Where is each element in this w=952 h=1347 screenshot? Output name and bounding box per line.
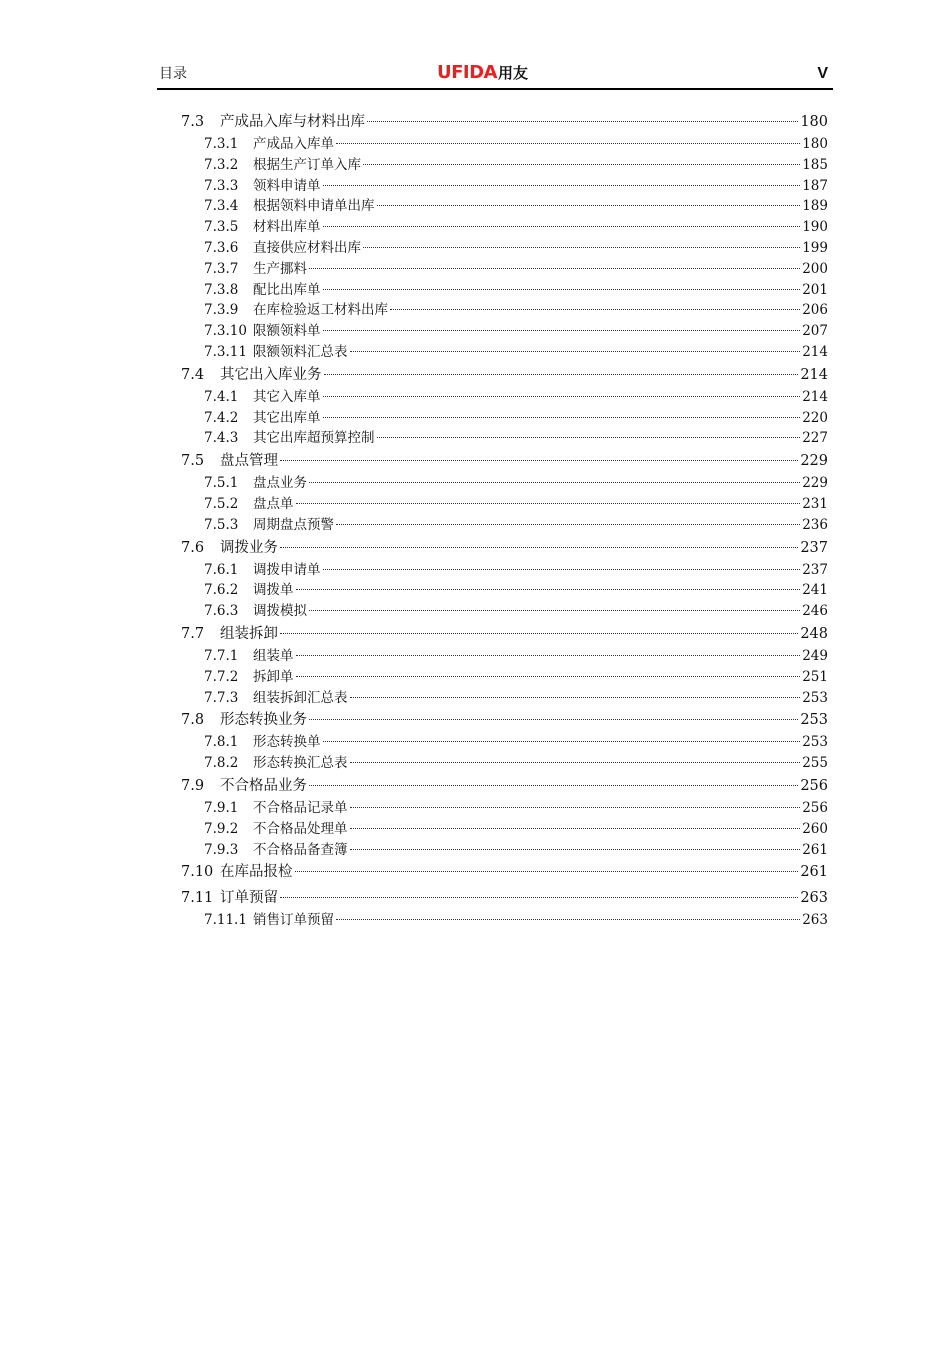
toc-entry-title: 材料出库单	[253, 219, 321, 236]
toc-entry-title: 其它出库单	[253, 409, 321, 426]
toc-dot-leader	[363, 164, 800, 165]
toc-entry-title: 限额领料单	[253, 323, 321, 340]
toc-dot-leader	[323, 330, 801, 331]
toc-entry-number: 7.3.10	[204, 323, 247, 340]
toc-dot-leader	[324, 374, 799, 375]
toc-subsection-entry[interactable]	[181, 798, 828, 819]
toc-entry-page: 261	[800, 864, 828, 881]
toc-subsection-entry[interactable]	[181, 601, 828, 622]
toc-dot-leader	[309, 719, 798, 720]
toc-dot-leader	[367, 121, 798, 122]
toc-section-entry[interactable]	[181, 886, 828, 910]
toc-entry-title: 根据生产订单入库	[253, 156, 361, 173]
toc-entry-title: 形态转换汇总表	[253, 755, 348, 772]
toc-entry-number: 7.3.9	[204, 302, 239, 319]
toc-entry-title: 在库检验返工材料出库	[253, 302, 388, 319]
toc-entry-number: 7.9.2	[204, 820, 239, 837]
toc-entry-title: 调拨模拟	[253, 603, 307, 620]
toc-dot-leader	[280, 897, 798, 898]
toc-entry-title: 调拨申请单	[253, 561, 321, 578]
toc-entry-number: 7.11.1	[204, 912, 247, 929]
toc-section-entry[interactable]	[181, 363, 828, 387]
toc-dot-leader	[350, 849, 801, 850]
toc-dot-leader	[363, 247, 800, 248]
toc-entry-title: 拆卸单	[253, 668, 294, 685]
toc-entry-number: 7.3.7	[204, 260, 239, 277]
toc-dot-leader	[336, 524, 800, 525]
toc-entry-title: 调拨单	[253, 582, 294, 599]
logo-brand-text: UFIDA	[437, 62, 497, 83]
toc-section-entry[interactable]	[181, 536, 828, 560]
toc-entry-page: 229	[800, 453, 828, 470]
toc-entry-page: 263	[800, 890, 828, 907]
toc-subsection-entry[interactable]	[181, 300, 828, 321]
toc-dot-leader	[296, 655, 801, 656]
toc-dot-leader	[323, 569, 801, 570]
toc-entry-page: 253	[802, 689, 828, 706]
toc-dot-leader	[377, 205, 801, 206]
header-page-number: V	[817, 65, 828, 82]
toc-dot-leader	[336, 919, 800, 920]
toc-dot-leader	[309, 482, 800, 483]
page-header	[157, 60, 833, 90]
toc-section-entry[interactable]	[181, 708, 828, 732]
toc-entry-title: 形态转换业务	[220, 712, 307, 729]
toc-dot-leader	[350, 828, 801, 829]
toc-subsection-entry[interactable]	[181, 819, 828, 840]
toc-entry-title: 直接供应材料出库	[253, 239, 361, 256]
toc-entry-title: 在库品报检	[220, 864, 293, 881]
toc-entry-number: 7.4.2	[204, 409, 239, 426]
toc-entry-number: 7.9.1	[204, 799, 239, 816]
toc-entry-number: 7.8.2	[204, 755, 239, 772]
toc-section-entry[interactable]	[181, 860, 828, 884]
toc-entry-title: 不合格品记录单	[253, 799, 348, 816]
toc-entry-page: 261	[802, 841, 828, 858]
toc-dot-leader	[280, 633, 798, 634]
toc-entry-page: 255	[802, 755, 828, 772]
toc-entry-page: 214	[802, 388, 828, 405]
toc-entry-page: 199	[802, 239, 828, 256]
toc-entry-number: 7.6	[181, 539, 205, 556]
toc-entry-title: 不合格品处理单	[253, 820, 348, 837]
toc-section-entry[interactable]	[181, 774, 828, 798]
toc-subsection-entry[interactable]	[181, 473, 828, 494]
toc-dot-leader	[309, 785, 798, 786]
toc-dot-leader	[350, 351, 801, 352]
toc-entry-page: 249	[802, 647, 828, 664]
toc-entry-title: 其它入库单	[253, 388, 321, 405]
toc-dot-leader	[390, 309, 800, 310]
toc-entry-number: 7.10	[181, 864, 214, 881]
toc-entry-page: 253	[802, 734, 828, 751]
toc-subsection-entry[interactable]	[181, 280, 828, 301]
logo-chinese-text: 用友	[497, 64, 528, 82]
toc-entry-number: 7.6.3	[204, 603, 239, 620]
toc-entry-number: 7.6.1	[204, 561, 239, 578]
toc-subsection-entry[interactable]	[181, 408, 828, 429]
toc-entry-number: 7.8.1	[204, 734, 239, 751]
toc-subsection-entry[interactable]	[181, 217, 828, 238]
toc-subsection-entry[interactable]	[181, 560, 828, 581]
toc-entry-number: 7.5.3	[204, 516, 239, 533]
toc-entry-page: 220	[802, 409, 828, 426]
toc-entry-number: 7.7.2	[204, 668, 239, 685]
toc-entry-number: 7.8	[181, 712, 205, 729]
toc-subsection-entry[interactable]	[181, 753, 828, 774]
toc-entry-page: 229	[802, 475, 828, 492]
toc-subsection-entry[interactable]	[181, 176, 828, 197]
toc-entry-page: 201	[802, 281, 828, 298]
toc-subsection-entry[interactable]	[181, 134, 828, 155]
toc-dot-leader	[280, 547, 798, 548]
toc-entry-title: 配比出库单	[253, 281, 321, 298]
toc-entry-page: 263	[802, 912, 828, 929]
toc-entry-title: 组装单	[253, 647, 294, 664]
toc-entry-number: 7.4	[181, 366, 205, 383]
toc-dot-leader	[377, 437, 801, 438]
toc-entry-page: 248	[800, 625, 828, 642]
toc-entry-number: 7.3.3	[204, 177, 239, 194]
toc-entry-title: 盘点业务	[253, 475, 307, 492]
toc-dot-leader	[323, 741, 801, 742]
toc-entry-page: 231	[802, 495, 828, 512]
toc-entry-page: 237	[800, 539, 828, 556]
toc-dot-leader	[323, 289, 801, 290]
toc-dot-leader	[295, 871, 799, 872]
toc-entry-title: 不合格品业务	[220, 777, 307, 794]
toc-entry-page: 189	[802, 198, 828, 215]
toc-entry-title: 订单预留	[220, 890, 278, 907]
toc-entry-number: 7.4.1	[204, 388, 239, 405]
toc-entry-page: 253	[800, 712, 828, 729]
toc-section-entry[interactable]	[181, 622, 828, 646]
toc-entry-page: 251	[802, 668, 828, 685]
toc-entry-title: 其它出库超预算控制	[253, 430, 375, 447]
toc-entry-title: 产成品入库与材料出库	[220, 114, 365, 130]
toc-dot-leader	[323, 185, 801, 186]
toc-subsection-entry[interactable]	[181, 840, 828, 861]
toc-entry-page: 185	[802, 156, 828, 173]
toc-section-entry[interactable]	[181, 110, 828, 134]
toc-entry-title: 其它出入库业务	[220, 366, 322, 383]
toc-entry-number: 7.3.8	[204, 281, 239, 298]
toc-entry-title: 形态转换单	[253, 734, 321, 751]
toc-dot-leader	[323, 226, 801, 227]
toc-entry-page: 256	[802, 799, 828, 816]
toc-entry-page: 241	[802, 582, 828, 599]
table-of-contents	[181, 110, 828, 931]
toc-dot-leader	[350, 697, 801, 698]
toc-entry-title: 销售订单预留	[253, 912, 334, 929]
toc-subsection-entry[interactable]	[181, 259, 828, 280]
toc-entry-title: 限额领料汇总表	[253, 343, 348, 360]
toc-entry-title: 根据领料申请单出库	[253, 198, 375, 215]
toc-entry-number: 7.4.3	[204, 430, 239, 447]
toc-entry-title: 周期盘点预警	[253, 516, 334, 533]
toc-entry-page: 227	[802, 430, 828, 447]
toc-entry-number: 7.7.3	[204, 689, 239, 706]
toc-entry-page: 187	[802, 177, 828, 194]
toc-entry-number: 7.3.11	[204, 343, 247, 360]
toc-subsection-entry[interactable]	[181, 732, 828, 753]
toc-dot-leader	[336, 143, 800, 144]
toc-entry-number: 7.3.2	[204, 156, 239, 173]
toc-entry-title: 盘点单	[253, 495, 294, 512]
toc-entry-number: 7.5	[181, 453, 205, 470]
toc-entry-number: 7.5.2	[204, 495, 239, 512]
toc-subsection-entry[interactable]	[181, 196, 828, 217]
toc-entry-number: 7.9	[181, 777, 205, 794]
toc-dot-leader	[323, 396, 801, 397]
toc-entry-title: 生产挪料	[253, 260, 307, 277]
toc-subsection-entry[interactable]	[181, 910, 828, 931]
toc-entry-number: 7.11	[181, 890, 214, 907]
toc-section-entry[interactable]	[181, 449, 828, 473]
toc-subsection-entry[interactable]	[181, 580, 828, 601]
toc-subsection-entry[interactable]	[181, 646, 828, 667]
toc-entry-page: 236	[802, 516, 828, 533]
toc-entry-title: 组装拆卸汇总表	[253, 689, 348, 706]
toc-subsection-entry[interactable]	[181, 428, 828, 449]
toc-entry-page: 180	[800, 114, 828, 130]
toc-subsection-entry[interactable]	[181, 688, 828, 709]
toc-dot-leader	[309, 610, 800, 611]
toc-entry-number: 7.9.3	[204, 841, 239, 858]
toc-dot-leader	[280, 460, 798, 461]
toc-entry-title: 组装拆卸	[220, 625, 278, 642]
toc-entry-page: 260	[802, 820, 828, 837]
toc-entry-number: 7.5.1	[204, 475, 239, 492]
toc-dot-leader	[296, 503, 801, 504]
toc-entry-page: 200	[802, 260, 828, 277]
toc-dot-leader	[350, 807, 801, 808]
toc-entry-page: 214	[800, 366, 828, 383]
toc-entry-number: 7.7	[181, 625, 205, 642]
toc-entry-number: 7.3.5	[204, 219, 239, 236]
toc-subsection-entry[interactable]	[181, 494, 828, 515]
toc-subsection-entry[interactable]	[181, 342, 828, 363]
toc-entry-title: 领料申请单	[253, 177, 321, 194]
toc-entry-page: 256	[800, 777, 828, 794]
toc-entry-number: 7.3.6	[204, 239, 239, 256]
toc-entry-page: 206	[802, 302, 828, 319]
toc-entry-number: 7.3.4	[204, 198, 239, 215]
toc-dot-leader	[350, 762, 801, 763]
toc-subsection-entry[interactable]	[181, 238, 828, 259]
toc-entry-page: 214	[802, 343, 828, 360]
toc-subsection-entry[interactable]	[181, 667, 828, 688]
toc-subsection-entry[interactable]	[181, 321, 828, 342]
toc-dot-leader	[323, 417, 801, 418]
toc-entry-page: 190	[802, 219, 828, 236]
toc-dot-leader	[296, 676, 801, 677]
toc-entry-title: 不合格品备查簿	[253, 841, 348, 858]
toc-entry-number: 7.7.1	[204, 647, 239, 664]
toc-entry-page: 246	[802, 603, 828, 620]
toc-entry-page: 207	[802, 323, 828, 340]
toc-subsection-entry[interactable]	[181, 387, 828, 408]
toc-entry-page: 180	[802, 136, 828, 152]
header-section-title: 目录	[159, 66, 187, 82]
toc-entry-title: 产成品入库单	[253, 136, 334, 152]
toc-entry-title: 盘点管理	[220, 453, 278, 470]
ufida-logo	[437, 62, 528, 83]
toc-dot-leader	[309, 268, 800, 269]
toc-subsection-entry[interactable]	[181, 155, 828, 176]
toc-entry-number: 7.6.2	[204, 582, 239, 599]
toc-entry-number: 7.3.1	[204, 136, 239, 152]
toc-entry-title: 调拨业务	[220, 539, 278, 556]
toc-entry-number: 7.3	[181, 114, 205, 130]
toc-entry-page: 237	[802, 561, 828, 578]
toc-subsection-entry[interactable]	[181, 515, 828, 536]
toc-dot-leader	[296, 589, 801, 590]
